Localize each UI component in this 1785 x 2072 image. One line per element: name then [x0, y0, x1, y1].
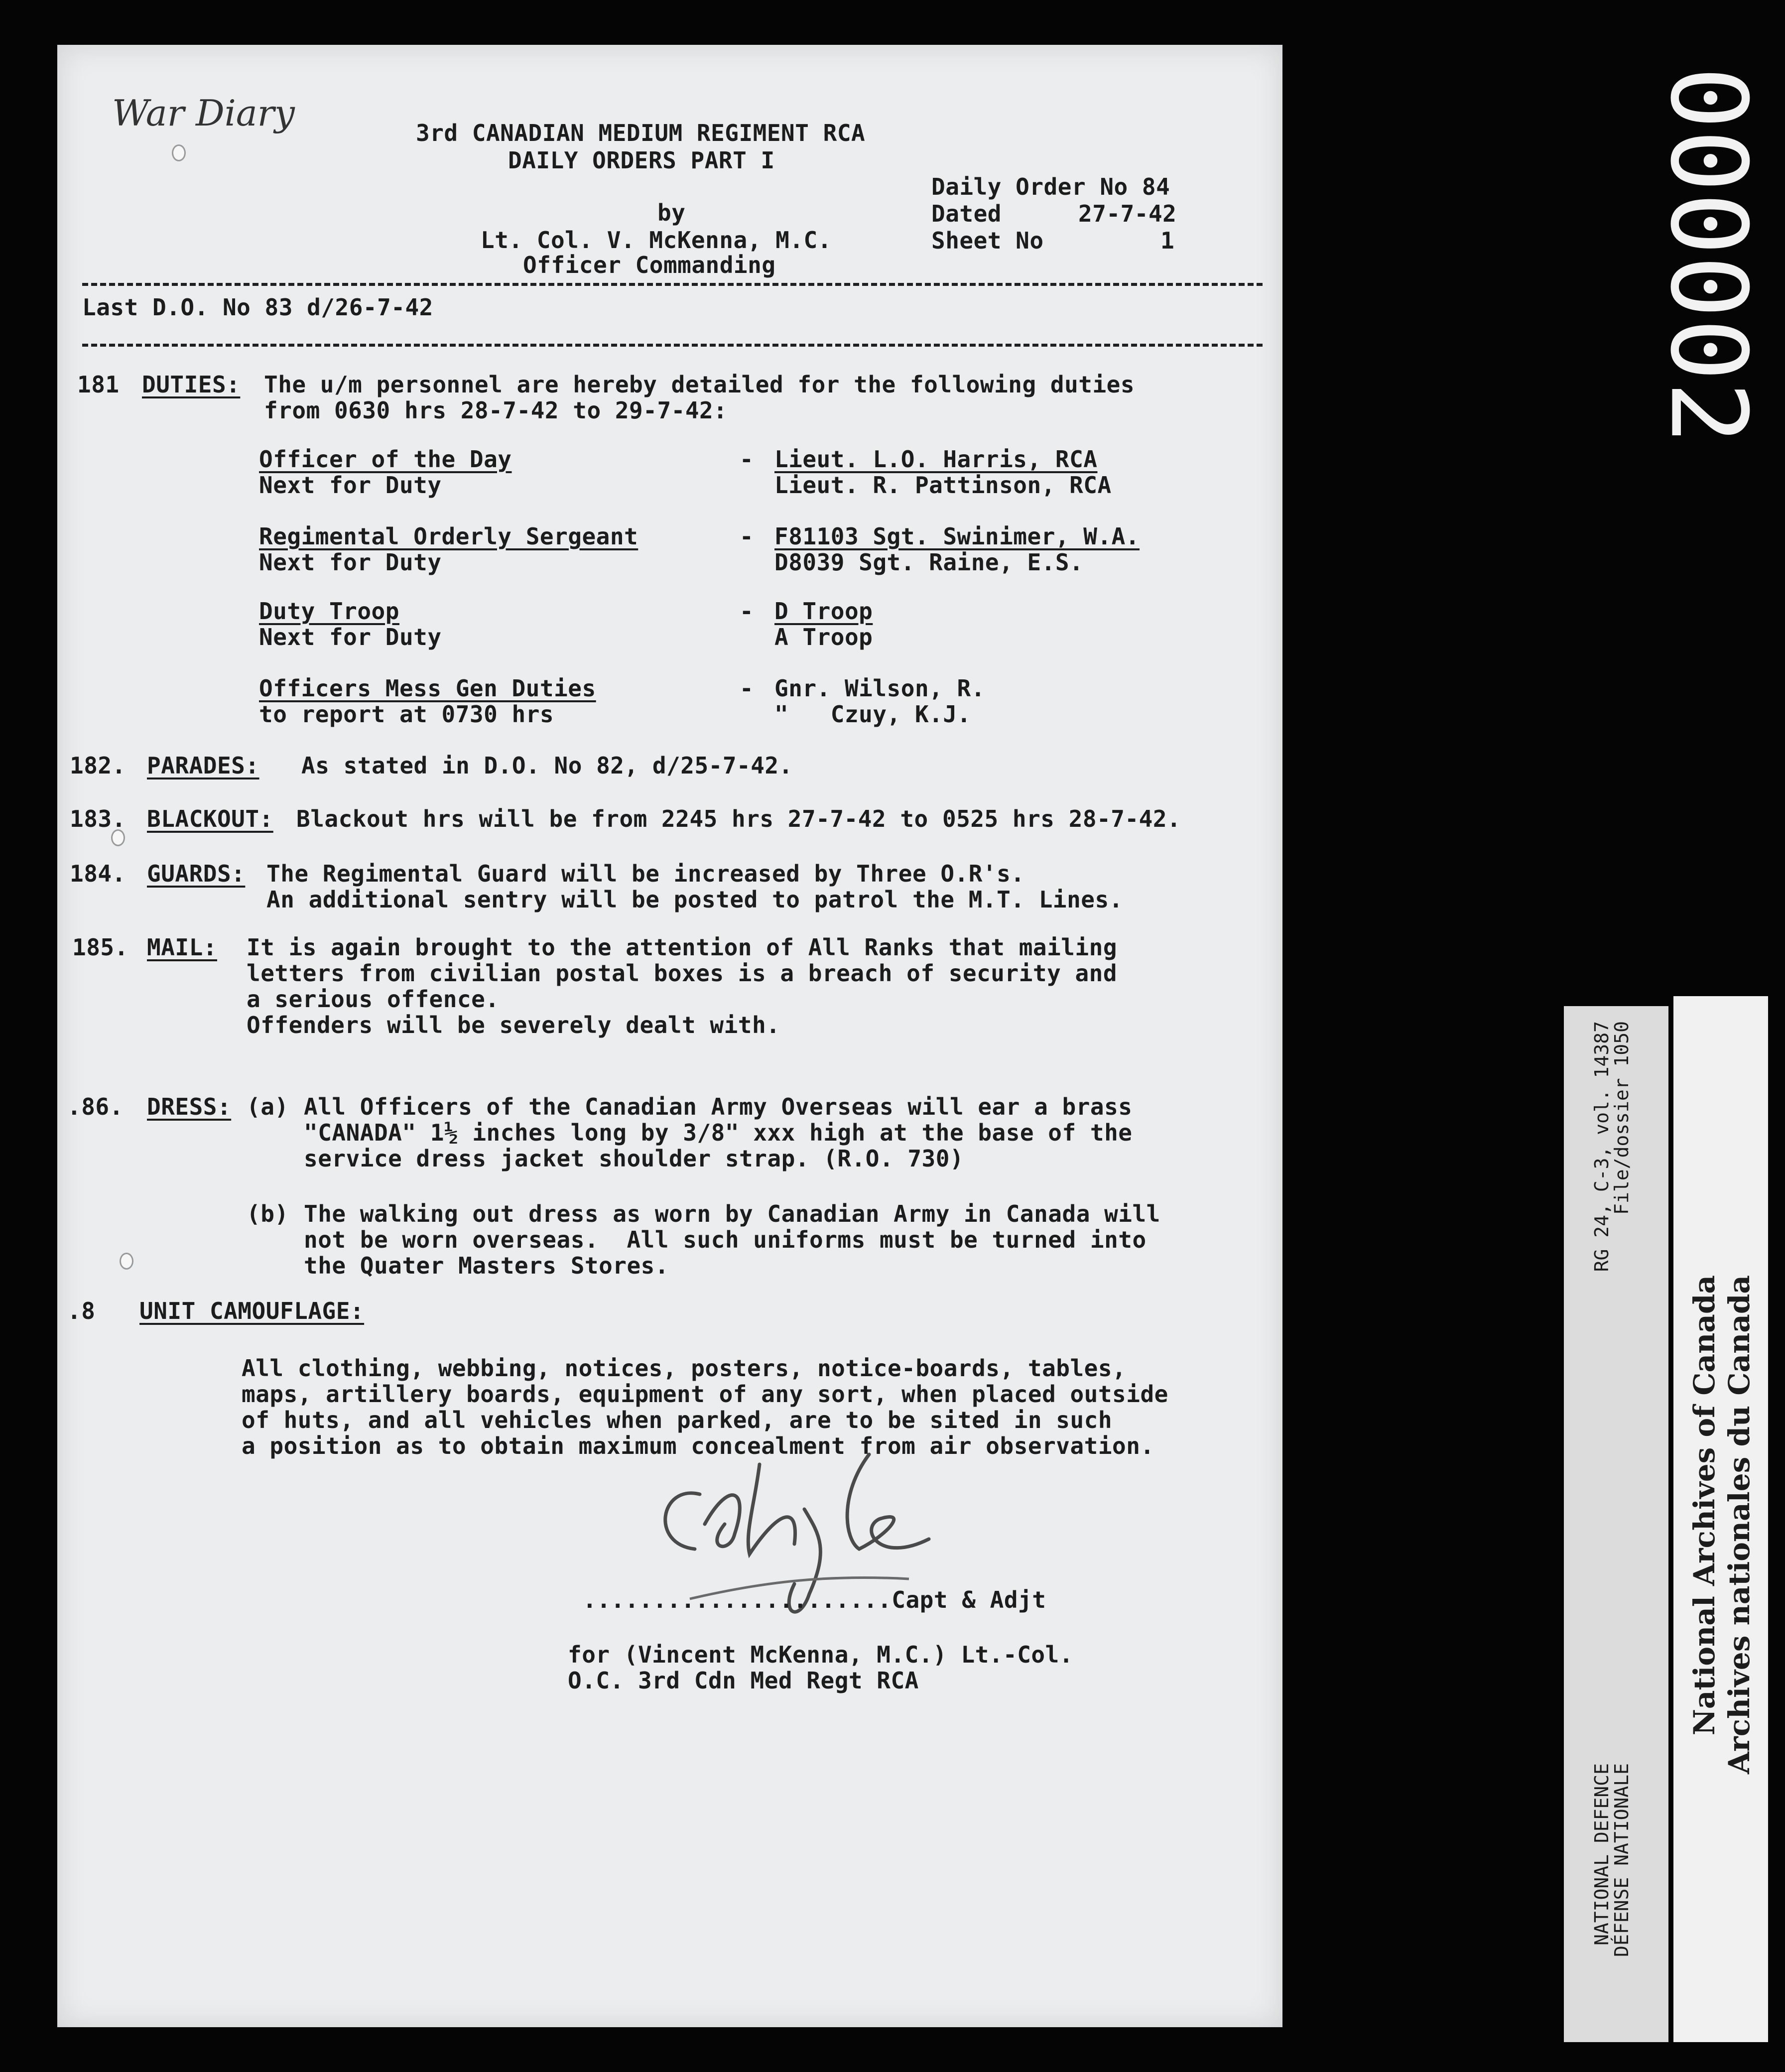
frame-number	[1649, 15, 1768, 533]
item-text: Blackout hrs will be from 2245 hrs 27-7-42 to 0525 hrs 28-7-42.	[296, 805, 1181, 832]
item-text: All Officers of the Canadian Army Overseas will ear a brass	[304, 1093, 1133, 1120]
department-label: DÉFENSE NATIONALE	[1611, 1763, 1633, 1957]
commander-name: Lt. Col. V. McKenna, M.C.	[481, 227, 832, 254]
item-number: .86.	[67, 1093, 124, 1120]
dated-value: 27-7-42	[1078, 200, 1177, 227]
item-text: The Regimental Guard will be increased by Three O.R's.	[266, 860, 1025, 887]
dated-label: Dated	[931, 200, 1002, 227]
last-order: Last D.O. No 83 d/26-7-42	[82, 294, 433, 321]
item-title: GUARDS:	[147, 860, 246, 887]
item-text: The walking out dress as worn by Canadian Army in Canada will	[304, 1200, 1160, 1227]
item-text: of huts, and all vehicles when parked, are to be sited in such	[242, 1407, 1113, 1433]
duty-next-name: Lieut. R. Pattinson, RCA	[774, 472, 1112, 499]
duty-name: F81103 Sgt. Swinimer, W.A.	[774, 523, 1140, 550]
archives-name: National Archives of Canada	[1687, 1275, 1721, 1736]
dash: -	[740, 598, 754, 625]
duty-next: Next for Duty	[259, 472, 442, 499]
sub-label: (a)	[247, 1093, 289, 1120]
duty-next-name: A Troop	[774, 624, 873, 650]
item-text: the Quater Masters Stores.	[304, 1252, 669, 1279]
archive-ref: RG 24, C-3, vol. 14387	[1591, 1021, 1613, 1272]
sheet-value: 1	[1160, 227, 1175, 254]
duty-role: Officer of the Day	[259, 446, 512, 473]
dash: -	[740, 523, 754, 550]
department-label: NATIONAL DEFENCE	[1591, 1763, 1613, 1946]
archive-reference-label	[1564, 1006, 1668, 2042]
unit-title: 3rd CANADIAN MEDIUM REGIMENT RCA	[416, 120, 866, 146]
punch-hole	[120, 1253, 133, 1270]
by-label: by	[657, 199, 686, 226]
dash: -	[740, 446, 754, 473]
item-text: from 0630 hrs 28-7-42 to 29-7-42:	[264, 397, 728, 424]
orders-subtitle: DAILY ORDERS PART I	[508, 147, 775, 174]
duty-next: Next for Duty	[259, 624, 442, 650]
punch-hole	[172, 144, 186, 161]
item-text: maps, artillery boards, equipment of any sort, when placed outside	[242, 1381, 1168, 1408]
item-title: BLACKOUT:	[147, 805, 273, 832]
commander-role: Officer Commanding	[523, 252, 776, 278]
archive-ref: File/dossier 1050	[1611, 1021, 1633, 1215]
item-number: 185.	[72, 934, 128, 961]
duty-name: Gnr. Wilson, R.	[774, 675, 985, 702]
signature-line: ......................Capt & Adjt	[583, 1586, 1046, 1613]
item-text: a position as to obtain maximum concealment from air observation.	[242, 1432, 1154, 1459]
item-text: As stated in D.O. No 82, d/25-7-42.	[301, 752, 793, 779]
duty-role: Duty Troop	[259, 598, 399, 625]
sub-label: (b)	[247, 1200, 289, 1227]
item-title: UNIT CAMOUFLAGE:	[139, 1297, 365, 1324]
document-page	[57, 45, 1282, 2027]
divider	[82, 283, 1263, 286]
item-text: not be worn overseas. All such uniforms must be turned into	[304, 1226, 1147, 1253]
sheet-label: Sheet No	[931, 227, 1044, 254]
duty-role: Officers Mess Gen Duties	[259, 675, 596, 702]
duty-next-name: D8039 Sgt. Raine, E.S.	[774, 549, 1084, 576]
item-text: letters from civilian postal boxes is a breach of security and	[247, 960, 1118, 987]
item-text: All clothing, webbing, notices, posters, notice-boards, tables,	[242, 1355, 1127, 1382]
duty-next: Next for Duty	[259, 549, 442, 576]
divider	[82, 344, 1263, 347]
duty-next-name: " Czuy, K.J.	[774, 701, 971, 728]
item-text: a serious offence.	[247, 986, 500, 1013]
duty-next: to report at 0730 hrs	[259, 701, 554, 728]
duty-name: Lieut. L.O. Harris, RCA	[774, 446, 1098, 473]
item-number: 182.	[70, 752, 126, 779]
handwritten-note: War Diary	[112, 92, 295, 134]
duty-role: Regimental Orderly Sergeant	[259, 523, 638, 550]
archives-name: Archives nationales du Canada	[1722, 1275, 1756, 1774]
item-title: DUTIES:	[142, 371, 241, 398]
duty-name: D Troop	[774, 598, 873, 625]
archives-label	[1673, 996, 1768, 2042]
item-title: DRESS:	[147, 1093, 232, 1120]
signature-oc: O.C. 3rd Cdn Med Regt RCA	[568, 1667, 919, 1694]
item-text: Offenders will be severely dealt with.	[247, 1012, 780, 1038]
item-number: 181	[77, 371, 120, 398]
item-title: MAIL:	[147, 934, 217, 961]
frame-number-text: 000002	[1647, 66, 1770, 444]
item-number: 184.	[70, 860, 126, 887]
item-text: It is again brought to the attention of All Ranks that mailing	[247, 934, 1118, 961]
order-number: Daily Order No 84	[931, 173, 1170, 200]
item-text: An additional sentry will be posted to patrol the M.T. Lines.	[266, 886, 1123, 913]
dash: -	[740, 675, 754, 702]
item-text: The u/m personnel are hereby detailed for the following duties	[264, 371, 1135, 398]
item-title: PARADES:	[147, 752, 259, 779]
item-number: .8	[67, 1297, 96, 1324]
signature-for: for (Vincent McKenna, M.C.) Lt.-Col.	[568, 1641, 1073, 1668]
item-number: 183.	[70, 805, 126, 832]
item-text: service dress jacket shoulder strap. (R.O. 730)	[304, 1145, 964, 1172]
item-text: "CANADA" 1½ inches long by 3/8" xxx high at the base of the	[304, 1119, 1133, 1146]
